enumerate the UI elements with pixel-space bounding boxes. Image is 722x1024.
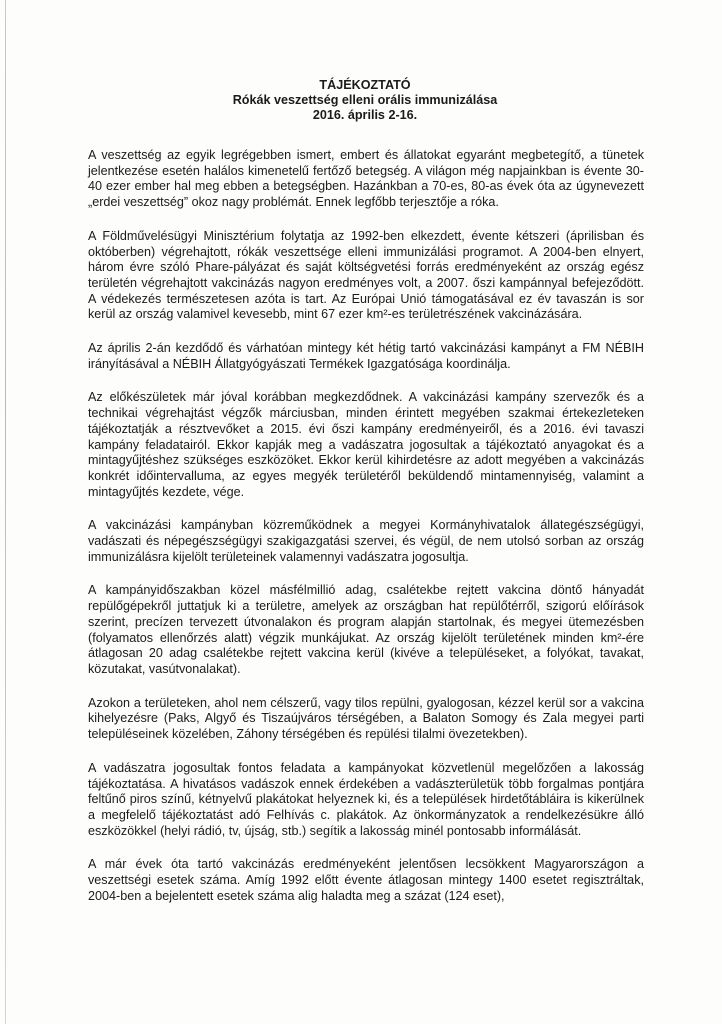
paragraph-aerial-distribution: A kampányidőszakban közel másfélmillió adag, csalétekbe rejtett vakcina döntő hányadát repülőgépekről juttatjuk ki a területre, amelyek az országban hat repülőtérről, szigorú előírások szerint, precízen tervezett útvonalakon és program alapján startolnak, és megyei ütemezésben (folyamatos ellenőrzés alatt) végzik munkájukat. Az ország kijelölt területének minden km²-ére átlagosan 20 adag csalétekbe rejtett vakcina kerül (kivéve a településeket, a folyókat, tavakat, közutakat, vasútvonalakat). xyxy=(88,583,644,676)
paragraph-public-information: A vadászatra jogosultak fontos feladata a kampányokat közvetlenül megelőzően a lakosság tájékoztatása. A hivatásos vadászok ennek érdekében a vadászterületük több forgalmas pontjára feltűnő piros színű, kétnyelvű plakátokat helyeznek ki, és a települések hirdetőtábláira is kikerülnek a megfelelő tájékoztatást adó Felhívás c. plakátok. Az önkormányzatok a rendelkezésükre álló eszközökkel (helyi rádió, tv, újság, stb.) segítik a lakosság minél pontosabb informálását. xyxy=(88,760,644,838)
paragraph-rabies-intro: A veszettség az egyik legrégebben ismert, embert és állatokat egyaránt megbetegítő, a tünetek jelentkezése esetén halálos kimenetelű fertőző betegség. A világon még napjainkban is évente 30-40 ezer ember hal meg ebben a betegségben. Hazánkban a 70-es, 80-as évek óta az úgynevezett „erdei veszettség” okoz nagy problémát. Ennek legfőbb terjesztője a róka. xyxy=(88,148,644,210)
paragraph-manual-distribution: Azokon a területeken, ahol nem célszerű, vagy tilos repülni, gyalogosan, kézzel kerül sor a vakcina kihelyezésre (Paks, Algyő és Tiszaújváros térségében, a Balaton Somogy és Zala megyei parti településeinek közelében, Záhony térségében és repülési tilalmi övezetekben). xyxy=(88,695,644,742)
document-title: TÁJÉKOZTATÓ xyxy=(319,78,411,92)
paragraph-preparations: Az előkészületek már jóval korábban megkezdődnek. A vakcinázási kampány szervezők és a technikai végrehajtást végzők márciusban, minden érintett megyében szakmai értekezleteken tájékoztatják a résztvevőket a 2015. évi őszi kampány eredményeiről, és a 2016. évi tavaszi kampány feladatairól. Ekkor kapják meg a vadászatra jogosultak a tájékoztató anyagokat és a mintagyűjtéshez szükséges eszközöket. Ekkor kerül kihirdetésre az adott megyében a vakcinázás konkrét időintervalluma, az egyes megyék területéről beküldendő mintamennyiség, valamint a mintagyűjtés kezdete, vége. xyxy=(88,390,644,499)
document-body xyxy=(88,148,644,922)
document-subtitle: Rókák veszettség elleni orális immunizálása xyxy=(232,93,498,107)
paragraph-immunization-program: A Földművelésügyi Minisztérium folytatja az 1992-ben elkezdett, évente kétszeri (áprilisban és októberben) végrehajtott, rókák veszettsége elleni immunizálási programot. A 2004-ben elnyert, három évre szóló Phare-pályázat és saját költségvetési forrás eredményeként az ország egész területén végrehajtott vakcinázás nagyon eredményes volt, a 2007. őszi kampánnyal befejeződött. A védekezés természetesen azóta is tart. Az Európai Unió támogatásával ez év tavaszán is sor kerül az ország valamivel kevesebb, mint 67 ezer km²-es területrészének vakcinázására. xyxy=(88,228,644,322)
paragraph-campaign-coordination: Az április 2-án kezdődő és várhatóan mintegy két hétig tartó vakcinázási kampányt a FM NÉBIH irányításával a NÉBIH Állatgyógyászati Termékek Igazgatósága koordinálja. xyxy=(88,341,644,371)
document-header xyxy=(150,78,580,123)
paragraph-participants: A vakcinázási kampányban közreműködnek a megyei Kormányhivatalok állategészségügyi, vadászati és népegészségügyi szakigazgatási szervei, és végül, de nem utolsó sorban az ország immunizálásra kijelölt területeinek valamennyi vadászatra jogosultja. xyxy=(88,518,644,564)
scan-edge-line xyxy=(5,0,6,1024)
paragraph-results: A már évek óta tartó vakcinázás eredményeként jelentősen lecsökkent Magyarországon a veszettségi esetek száma. Amíg 1992 előtt évente átlagosan mintegy 1400 esetet regisztráltak, 2004-ben a bejelentett esetek száma alig haladta meg a százat (124 eset), xyxy=(88,857,644,903)
campaign-dates: 2016. április 2-16. xyxy=(312,108,418,122)
